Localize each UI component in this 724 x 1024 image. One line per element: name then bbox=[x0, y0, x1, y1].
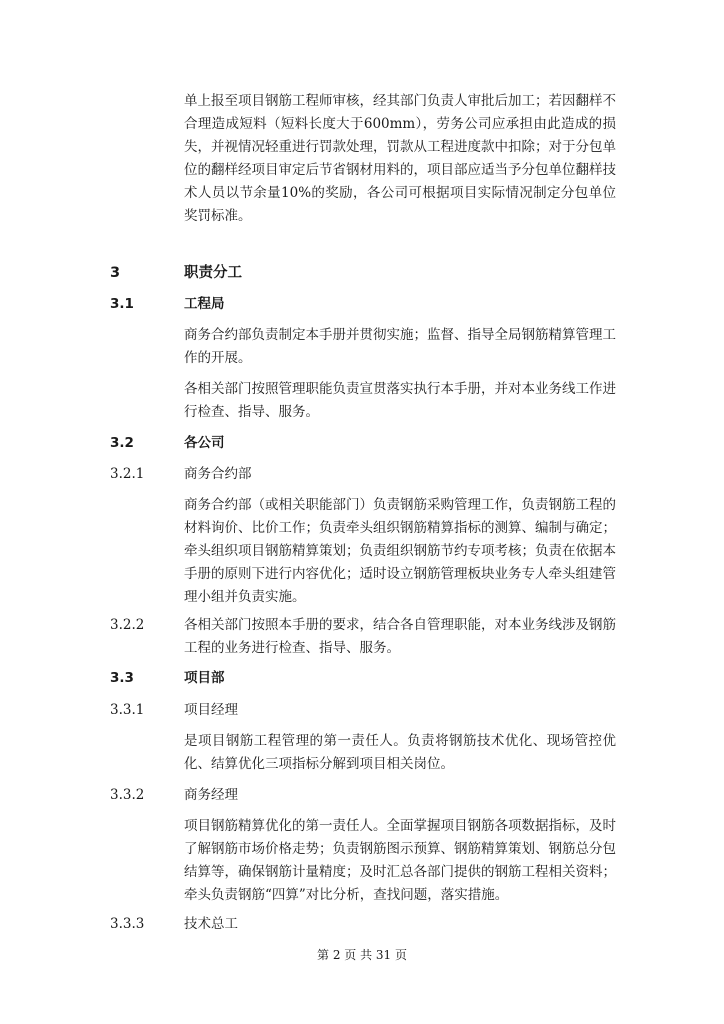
clause-number: 3.3.1 bbox=[110, 702, 145, 718]
subsection-number: 3.2 bbox=[110, 435, 134, 451]
clause-title: 商务合约部 bbox=[184, 466, 252, 482]
subsection-number: 3.3 bbox=[110, 670, 134, 686]
subsection-number: 3.1 bbox=[110, 296, 134, 312]
paragraph: 是项目钢筋工程管理的第一责任人。负责将钢筋技术优化、现场管控优化、结算优化三项指标分解到项目相关岗位。 bbox=[184, 733, 616, 772]
intro-paragraph: 单上报至项目钢筋工程师审核，经其部门负责人审批后加工；若因翻样不合理造成短料（短料长度大于600mm），劳务公司应承担由此造成的损失，并视情况轻重进行罚款处理，罚款从工程进度款中扣除；对于分包单位的翻样经项目审定后节省钢材用料的，项目部应适当予分包单位翻样技术人员以节余量10%的奖励，各公司可根据项目实际情况制定分包单位奖罚标准。 bbox=[184, 93, 616, 224]
clause-title: 项目经理 bbox=[184, 702, 238, 718]
clause-title: 商务经理 bbox=[184, 787, 238, 803]
section-number: 3 bbox=[110, 265, 121, 281]
paragraph: 各相关部门按照管理职能负责宣贯落实执行本手册，并对本业务线工作进行检查、指导、服务。 bbox=[184, 381, 616, 420]
clause-number: 3.3.2 bbox=[110, 787, 145, 803]
subsection-title: 各公司 bbox=[184, 435, 225, 451]
page-footer: 第 2 页 共 31 页 bbox=[317, 948, 407, 962]
paragraph: 商务合约部负责制定本手册并贯彻实施；监督、指导全局钢筋精算管理工作的开展。 bbox=[184, 327, 616, 366]
subsection-title: 项目部 bbox=[184, 670, 225, 686]
clause-number: 3.2.1 bbox=[110, 466, 145, 482]
paragraph: 各相关部门按照本手册的要求，结合各自管理职能，对本业务线涉及钢筋工程的业务进行检查、指导、服务。 bbox=[184, 617, 616, 656]
paragraph: 项目钢筋精算优化的第一责任人。全面掌握项目钢筋各项数据指标，及时了解钢筋市场价格走势；负责钢筋图示预算、钢筋精算策划、钢筋总分包结算等，确保钢筋计量精度；及时汇总各部门提供的钢筋工程相关资料；牵头负责钢筋“四算”对比分析，查找问题，落实措施。 bbox=[184, 818, 616, 903]
clause-title: 技术总工 bbox=[184, 916, 238, 932]
clause-number: 3.2.2 bbox=[110, 617, 145, 633]
clause-number: 3.3.3 bbox=[110, 916, 145, 932]
paragraph: 商务合约部（或相关职能部门）负责钢筋采购管理工作，负责钢筋工程的材料询价、比价工作；负责牵头组织钢筋精算指标的测算、编制与确定；牵头组织项目钢筋精算策划；负责组织钢筋节约专项考核；负责在依据本手册的原则下进行内容优化；适时设立钢筋管理板块业务专人牵头组建管理小组并负责实施。 bbox=[184, 497, 616, 605]
subsection-title: 工程局 bbox=[184, 296, 225, 312]
section-title: 职责分工 bbox=[184, 265, 242, 281]
